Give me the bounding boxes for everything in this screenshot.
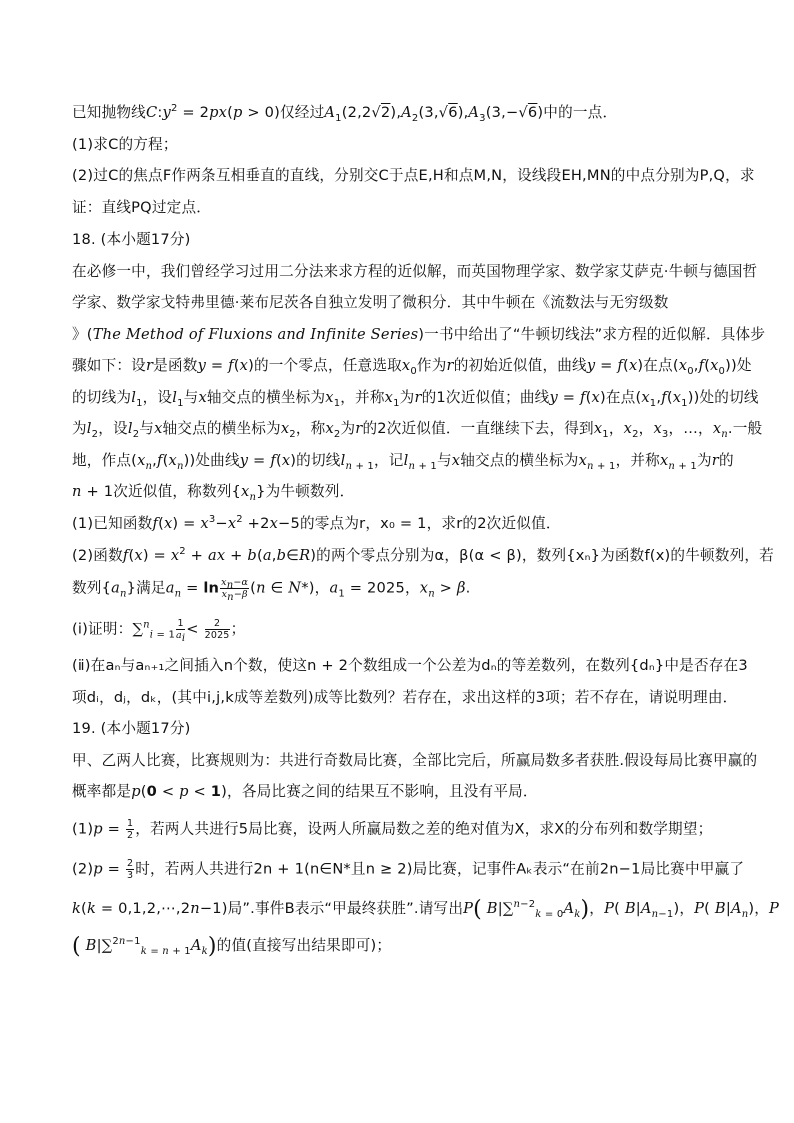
- p17-part2-line2: 证：直线PQ过定点．: [72, 199, 212, 216]
- p17-stem-text-b: 仅经过: [280, 104, 325, 121]
- p19-heading: 19. (本小题17分): [72, 720, 191, 737]
- p17-stem-text-a: 已知抛物线: [72, 104, 146, 121]
- p18-para-4: 骤如下：设r是函数y = f(x)的一个零点，任意选取$x_0$作为r的初始近似值，曲线y = f(x)在点$(x_0,f(x_0))$处: [72, 357, 752, 377]
- p19-sub2-line2: k(k = 0,1,2,⋯,2n−1)局”.事件B表示“甲最终获胜”.请写出P( $B|\sum^{n-2}_{k = 0}A_k$)，P( $B|A_{n-1}$)，P( $B|A_n$)，P: [72, 897, 780, 922]
- p19-sub2-line3-text: 的值(直接写出结果即可)；: [216, 937, 392, 954]
- p18-sub2: (2)函数$f(x) = x^2$ + ax + b(a,b∈R)的两个零点分别为α，β(α < β)，数列{xₙ}为函数f(x)的牛顿数列，若: [72, 546, 774, 564]
- p19-para-2: 概率都是p(0 < p < 1)，各局比赛之间的结果互不影响，且没有平局．: [72, 783, 538, 800]
- p19-sub2-text: 时，若两人共进行2n + 1(n∈N*且n ≥ 2)局比赛，记事件Aₖ表示“在前2n−1局比赛中甲赢了: [135, 860, 745, 878]
- p18-sub1-text-a: (1)已知函数: [72, 515, 153, 532]
- p19-para-2-text: ，各局比赛之间的结果互不影响，且没有平局．: [227, 783, 538, 800]
- p17-stem: 已知抛物线$C:y^2 = 2px(p > 0)$仅经过$A_1(2,2√2),A_2(3,√6),A_3(3,-√6)$中的一点．: [72, 103, 618, 124]
- p19-para-1: 甲、乙两人比赛，比赛规则为：共进行奇数局比赛，全部比完后，所赢局数多者获胜.假设每局比赛甲赢的: [72, 752, 758, 769]
- p17-stem-text-c: 中的一点．: [543, 104, 618, 121]
- p19-sub2: (2)p = $\frac{2}{3}$ 时，若两人共进行2n + 1(n∈N*且n ≥ 2)局比赛，记事件Aₖ表示“在前2n−1局比赛中甲赢了: [72, 858, 745, 881]
- p19-sub1: (1)p = $\frac{1}{2}$ ，若两人共进行5局比赛，设两人所赢局数之差的绝对值为X，求X的分布列和数学期望；: [72, 818, 713, 841]
- p18-sub1-text-b: 的零点为r，x₀ = 1，求r的2次近似值．: [299, 515, 561, 532]
- p19-sub2-line3: ( $B|\sum^{2n-1}_{k = n + 1}A_k$)的值(直接写出结果即可)；: [72, 934, 392, 959]
- p19-sub1-text: ，若两人共进行5局比赛，设两人所赢局数之差的绝对值为X，求X的分布列和数学期望；: [135, 820, 713, 838]
- p18-sub1: (1)已知函数$f(x) = x^3-x^2 +2x-5$的零点为r，x₀ = 1，求r的2次近似值．: [72, 514, 561, 532]
- p18-para-8: n + 1次近似值，称数列$\{x_n\}$为牛顿数列．: [72, 483, 355, 503]
- p19-sub2-line2-text: 局”.事件B表示“甲最终获胜”.请写出: [227, 900, 464, 917]
- p17-part2-line1: (2)过C的焦点F作两条互相垂直的直线，分别交C于点E,H和点M,N，设线段EH,MN的中点分别为P,Q，求: [72, 167, 755, 184]
- p18-para-2: 学家、数学家戈特弗里德·莱布尼茨各自独立发明了微积分．其中牛顿在《流数法与无穷级数: [72, 294, 669, 311]
- p18-sub2-text-b: 的两个零点分别为α，β(α < β)，数列{xₙ}为函数f(x)的牛顿数列，若: [316, 547, 774, 564]
- p18-sub2-text-a: (2)函数: [72, 547, 123, 564]
- p18-sub2-i: (ⅰ)证明：∑$^n_{i = 1}$ $\frac{1}{a_i}$ < $\frac{2}{2025}$ ；: [72, 618, 246, 644]
- p18-para-3: [72, 325, 766, 345]
- p18-sub2-i-label: (ⅰ)证明：: [72, 620, 133, 638]
- p18-heading: 18. (本小题17分): [72, 231, 191, 248]
- p18-sub2-line2: 数列$\{a_n\}$满足$a_n = \ln$ $\frac{x_n-\alpha}{x_n-\beta}$ (n ∈ N*)，$a_1 = 2025$，$x_n > \beta$.: [72, 577, 471, 603]
- p18-para-1: 在必修一中，我们曾经学习过用二分法来求方程的近似解，而英国物理学家、数学家艾萨克·牛顿与德国哲: [72, 263, 758, 280]
- p17-part1: (1)求C的方程；: [72, 136, 178, 153]
- p18-para-7: 地，作点$(x_n,f(x_n))$处曲线y = f(x)的切线$l_{n + 1}$，记$l_{n + 1}$与x轴交点的横坐标为$x_{n + 1}$，并称$x_{n + 1}$为r的: [72, 452, 734, 472]
- p18-para-6: 为$l_2$，设$l_2$与x轴交点的横坐标为$x_2$，称$x_2$为r的2次近似值．一直继续下去，得到$x_1$，$x_2$，$x_3$，…，$x_n$.一般: [72, 420, 763, 440]
- p18-sub2-ii-line2: 项dᵢ，dⱼ，dₖ，(其中i,j,k成等差数列)成等比数列？若存在，求出这样的3项；若不存在，请说明理由．: [72, 689, 738, 706]
- p18-book-title: The Method of Fluxions and Infinite Series: [92, 326, 419, 343]
- p18-sub2-ii-line1: (ⅱ)在aₙ与aₙ₊₁之间插入n个数，使这n + 2个数组成一个公差为dₙ的等差数列，在数列{dₙ}中是否存在3: [72, 657, 748, 674]
- p18-para-5: 的切线为$l_1$，设$l_1$与x轴交点的横坐标为$x_1$，并称$x_1$为r的1次近似值；曲线y = f(x)在点$(x_1,f(x_1))$处的切线: [72, 389, 759, 409]
- p18-para-3b: )一书中给出了“牛顿切线法”求方程的近似解．具体步: [418, 326, 766, 343]
- p18-para-3a: 》(: [72, 326, 93, 343]
